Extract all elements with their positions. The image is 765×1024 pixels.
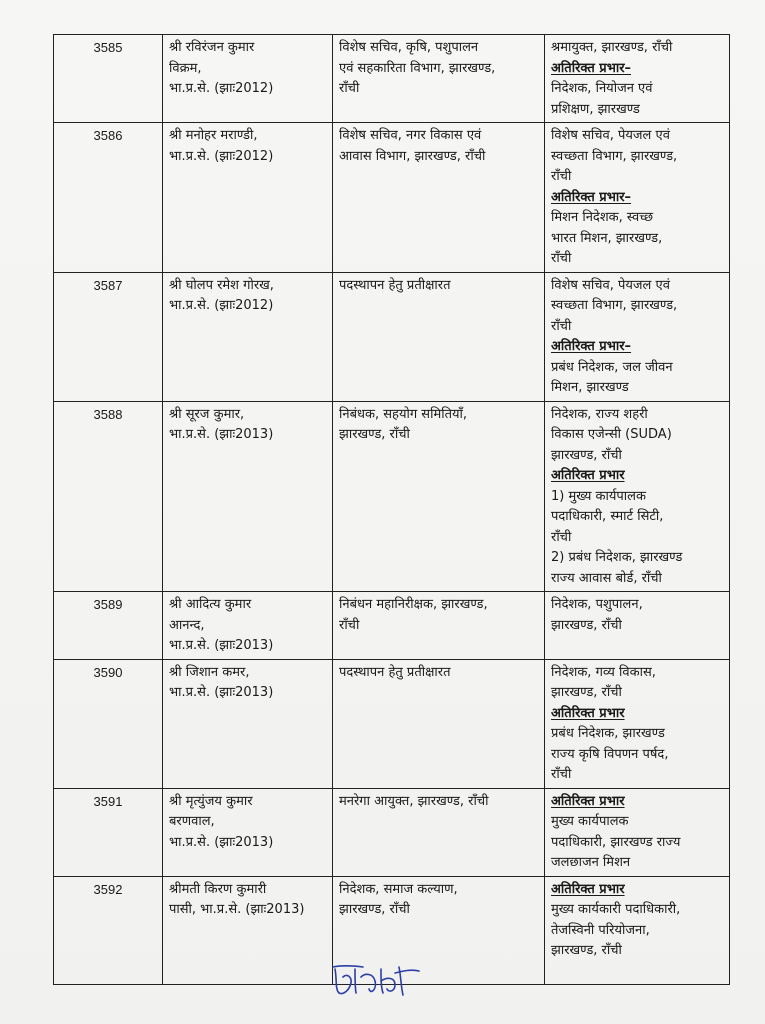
new-posting-line: निदेशक, गव्य विकास,: [551, 664, 656, 680]
additional-charge-line: भारत मिशन, झारखण्ड,: [551, 230, 663, 246]
table-row: [54, 659, 730, 788]
present-posting-line: निदेशक, समाज कल्याण,: [339, 881, 458, 897]
additional-charge-line: राज्य आवास बोर्ड, राँची: [551, 570, 662, 586]
additional-charge-line: मिशन, झारखण्ड: [551, 380, 629, 395]
signature: [325, 955, 425, 1005]
present-posting: [333, 788, 545, 876]
officer-name-line: भा.प्र.से. (झाः2013): [169, 427, 274, 442]
table-body: [54, 35, 730, 985]
new-posting-line: विकास एजेन्सी (SUDA): [551, 427, 672, 442]
officer-name-line: श्री रविरंजन कुमार: [169, 40, 255, 55]
new-posting-line: झारखण्ड, राँची: [551, 685, 622, 700]
present-posting: [333, 401, 545, 592]
present-posting-line: झारखण्ड, राँची: [339, 427, 410, 442]
additional-charge-line: मुख्य कार्यकारी पदाधिकारी,: [551, 902, 681, 917]
present-posting-line: विशेष सचिव, नगर विकास एवं: [339, 128, 482, 143]
table-row: [54, 35, 730, 123]
additional-charge-line: तेजस्विनी परियोजना,: [551, 922, 650, 938]
additional-charge-line: राँची: [551, 251, 572, 266]
new-posting-line: झारखण्ड, राँची: [551, 617, 622, 633]
additional-charge-heading: अतिरिक्त प्रभार–: [551, 60, 632, 76]
serial-number: 3590: [54, 659, 163, 788]
officer-name-line: भा.प्र.से. (झाः2013): [169, 685, 274, 700]
officer-name-line: भा.प्र.से. (झाः2012): [169, 148, 274, 164]
officer-name-line: श्री सूरज कुमार,: [169, 406, 245, 422]
officer-name-line: विक्रम,: [169, 60, 202, 76]
new-posting-line: स्वच्छता विभाग, झारखण्ड,: [551, 298, 678, 313]
additional-charge-line: 2) प्रबंध निदेशक, झारखण्ड: [551, 550, 683, 565]
new-posting: [545, 123, 730, 273]
additional-charge-heading: अतिरिक्त प्रभार–: [551, 189, 632, 205]
serial-number: 3592: [54, 876, 163, 984]
table-row: [54, 401, 730, 592]
serial-number: 3589: [54, 592, 163, 660]
additional-charge-line: पदाधिकारी, झारखण्ड राज्य: [551, 834, 681, 850]
table-row: [54, 788, 730, 876]
additional-charge-line: जलछाजन मिशन: [551, 855, 631, 870]
present-posting: [333, 35, 545, 123]
present-posting-line: राँची: [339, 81, 360, 96]
new-posting-line: विशेष सचिव, पेयजल एवं: [551, 128, 670, 143]
additional-charge-line: प्रशिक्षण, झारखण्ड: [551, 101, 640, 117]
new-posting: [545, 35, 730, 123]
new-posting: [545, 401, 730, 592]
present-posting-line: एवं सहकारिता विभाग, झारखण्ड,: [339, 60, 496, 76]
additional-charge-line: निदेशक, नियोजन एवं: [551, 81, 653, 96]
officer-name-line: आनन्द,: [169, 617, 205, 633]
new-posting: [545, 788, 730, 876]
officer-name: [163, 401, 333, 592]
serial-number: 3588: [54, 401, 163, 592]
present-posting-line: पदस्थापन हेतु प्रतीक्षारत: [339, 664, 451, 680]
present-posting: [333, 659, 545, 788]
present-posting-line: मनरेगा आयुक्त, झारखण्ड, राँची: [339, 793, 489, 809]
additional-charge-line: प्रबंध निदेशक, जल जीवन: [551, 359, 673, 375]
new-posting-line: श्रमायुक्त, झारखण्ड, राँची: [551, 40, 673, 55]
officer-name: [163, 788, 333, 876]
additional-charge-line: राज्य कृषि विपणन पर्षद,: [551, 746, 669, 762]
officer-name-line: श्रीमती किरण कुमारी: [169, 881, 267, 897]
officer-name-line: पासी, भा.प्र.से. (झाः2013): [169, 902, 305, 917]
additional-charge-heading: अतिरिक्त प्रभार–: [551, 339, 632, 354]
present-posting-line: आवास विभाग, झारखण्ड, राँची: [339, 148, 486, 164]
officer-name: [163, 659, 333, 788]
serial-number: 3591: [54, 788, 163, 876]
table-row: [54, 272, 730, 401]
table-row: [54, 592, 730, 660]
present-posting-line: पदस्थापन हेतु प्रतीक्षारत: [339, 277, 451, 293]
serial-number: 3587: [54, 272, 163, 401]
officer-name-line: श्री आदित्य कुमार: [169, 597, 252, 612]
new-posting: [545, 659, 730, 788]
officer-name-line: भा.प्र.से. (झाः2012): [169, 81, 274, 96]
new-posting-line: स्वच्छता विभाग, झारखण्ड,: [551, 148, 678, 164]
present-posting-line: विशेष सचिव, कृषि, पशुपालन: [339, 40, 479, 55]
officer-name: [163, 592, 333, 660]
table-row: [54, 123, 730, 273]
new-posting-line: विशेष सचिव, पेयजल एवं: [551, 277, 670, 293]
officer-name-line: श्री जिशान कमर,: [169, 664, 250, 680]
officer-name-line: भा.प्र.से. (झाः2013): [169, 638, 274, 653]
new-posting-line: झारखण्ड, राँची: [551, 447, 622, 463]
present-posting-line: निबंधन महानिरीक्षक, झारखण्ड,: [339, 597, 488, 612]
posting-orders-table: [53, 34, 730, 985]
officer-name: [163, 876, 333, 984]
serial-number: 3585: [54, 35, 163, 123]
officer-name-line: श्री मृत्युंजय कुमार: [169, 793, 253, 809]
additional-charge-line: राँची: [551, 767, 572, 782]
present-posting: [333, 272, 545, 401]
new-posting-line: निदेशक, पशुपालन,: [551, 597, 643, 612]
new-posting: [545, 592, 730, 660]
officer-name-line: बरणवाल,: [169, 814, 215, 829]
new-posting-line: राँची: [551, 318, 572, 334]
present-posting-line: झारखण्ड, राँची: [339, 902, 410, 917]
additional-charge-heading: अतिरिक्त प्रभार: [551, 793, 625, 809]
present-posting: [333, 123, 545, 273]
new-posting: [545, 272, 730, 401]
officer-name-line: भा.प्र.से. (झाः2013): [169, 834, 274, 850]
officer-name: [163, 272, 333, 401]
new-posting-line: निदेशक, राज्य शहरी: [551, 406, 648, 422]
present-posting-line: निबंधक, सहयोग समितियाँ,: [339, 406, 468, 422]
present-posting-line: राँची: [339, 617, 360, 633]
officer-name: [163, 123, 333, 273]
serial-number: 3586: [54, 123, 163, 273]
new-posting-line: राँची: [551, 169, 572, 184]
additional-charge-heading: अतिरिक्त प्रभार: [551, 881, 625, 897]
additional-charge-line: 1) मुख्य कार्यपालक: [551, 488, 646, 504]
officer-name-line: श्री घोलप रमेश गोरख,: [169, 277, 274, 293]
officer-name-line: भा.प्र.से. (झाः2012): [169, 298, 274, 313]
additional-charge-line: झारखण्ड, राँची: [551, 943, 622, 958]
officer-name: [163, 35, 333, 123]
additional-charge-heading: अतिरिक्त प्रभार: [551, 705, 625, 721]
additional-charge-line: प्रबंध निदेशक, झारखण्ड: [551, 726, 665, 741]
additional-charge-line: राँची: [551, 529, 572, 545]
additional-charge-line: पदाधिकारी, स्मार्ट सिटी,: [551, 509, 664, 524]
present-posting: [333, 592, 545, 660]
additional-charge-line: मिशन निदेशक, स्वच्छ: [551, 210, 654, 225]
officer-name-line: श्री मनोहर मराण्डी,: [169, 128, 258, 143]
new-posting: [545, 876, 730, 984]
additional-charge-heading: अतिरिक्त प्रभार: [551, 468, 625, 483]
additional-charge-line: मुख्य कार्यपालक: [551, 814, 629, 829]
